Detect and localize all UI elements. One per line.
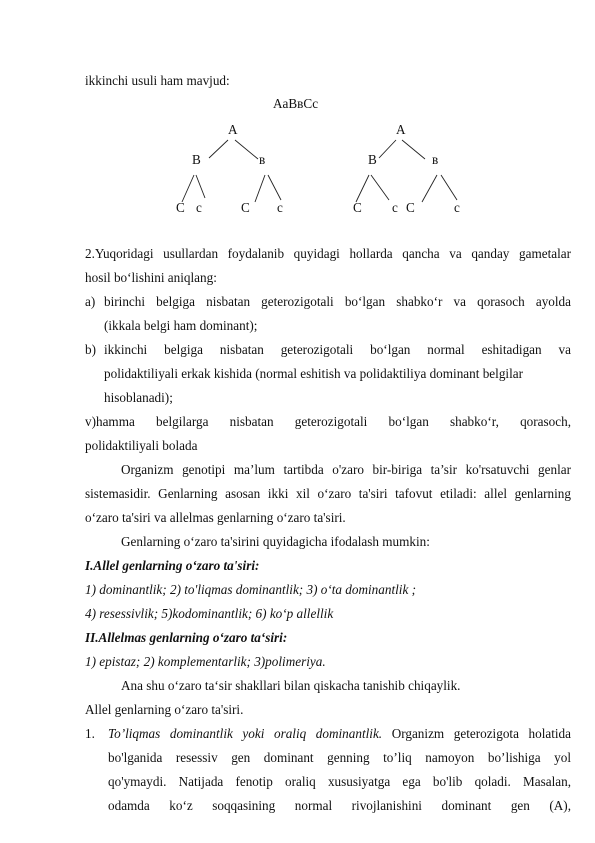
tree1-branch-a-v <box>235 140 258 159</box>
item1-title: To’liqmas dominantlik yoki oraliq dominantlik. <box>108 726 383 741</box>
task-item-a: birinchi belgiga nisbatan geterozigotali bo‘lgan shabko‘r va qorasoch ayolda <box>104 294 571 309</box>
paragraph-line: Ana shu o‘zaro ta‘sir shakllari bilan qiskacha tanishib chiqaylik. <box>121 678 461 693</box>
tree2-leaf: C <box>406 200 415 215</box>
list-marker: a) <box>85 294 96 309</box>
section-heading: I.Allel genlarning o‘zaro ta'siri: <box>85 558 260 573</box>
tree2-branch-a-b <box>379 140 396 158</box>
diagram-genotype: AaBвCc <box>273 96 319 111</box>
intro-line: ikkinchi usuli ham mavjud: <box>85 73 230 88</box>
tree1-leaf: c <box>277 200 283 215</box>
tree2-branch-v-c2 <box>441 175 457 200</box>
tree1-branch-b-c2 <box>196 175 205 198</box>
tree1-leaf: C <box>176 200 185 215</box>
tree1-mid-left: B <box>192 152 201 167</box>
tree2-mid-right: в <box>432 152 439 167</box>
section-heading: II.Allelmas genlarning o‘zaro ta‘siri: <box>85 630 288 645</box>
task-line: 2.Yuqoridagi usullardan foydalanib quyidagi hollarda qancha va qanday gametalar <box>85 246 571 261</box>
item1-line: bo'lganida resessiv gen dominant genning to’liq namoyon bo’lishiga yol <box>108 750 571 765</box>
task-line: hosil bo‘lishini aniqlang: <box>85 270 217 285</box>
item1-line: odamda ko‘z soqqasining normal rivojlanishini dominant gen (A), <box>108 798 571 813</box>
task-item-b: hisoblanadi); <box>104 390 173 405</box>
allelmas-types: 1) epistaz; 2) komplementarlik; 3)polimeriya. <box>85 654 326 669</box>
task-item-b: polidaktiliyali erkak kishida (normal eshitish va polidaktiliya dominant belgilar <box>104 366 523 381</box>
paragraph-line: Allel genlarning o‘zaro ta'siri. <box>85 702 244 717</box>
list-marker: b) <box>85 342 96 357</box>
tree2-leaf: c <box>454 200 460 215</box>
allel-types: 1) dominantlik; 2) to'liqmas dominantlik; 3) o‘ta dominantlik ; <box>85 582 417 597</box>
tree2-leaf: C <box>353 200 362 215</box>
tree1-branch-v-c1 <box>255 175 265 202</box>
allel-types: 4) resessivlik; 5)kodominantlik; 6) ko‘p allellik <box>85 606 334 621</box>
item1-line: qo'ymaydi. Natijada fenotip oraliq xususiyatga ega bo'lib qoladi. Masalan, <box>108 774 571 789</box>
tree2-root: A <box>396 122 406 137</box>
tree2-branch-v-c1 <box>422 175 437 202</box>
tree2-branch-a-v <box>402 140 425 159</box>
paragraph-line: sistemasidir. Genlarning asosan ikki xil o‘zaro ta'siri tafovut etiladi: allel genlarning <box>85 486 571 501</box>
tree2-mid-left: B <box>368 152 377 167</box>
paragraph-line: o‘zaro ta'siri va allelmas genlarning o‘zaro ta'siri. <box>85 510 346 525</box>
tree1-branch-b-c1 <box>182 175 194 202</box>
task-item-a: (ikkala belgi ham dominant); <box>104 318 258 333</box>
tree2-branch-b-c1 <box>356 175 369 202</box>
tree1-root: A <box>228 122 238 137</box>
paragraph-line: Organizm genotipi ma’lum tartibda o'zaro bir-biriga ta’sir ko'rsatuvchi genlar <box>121 462 571 477</box>
task-item-v: polidaktiliyali bolada <box>85 438 198 453</box>
list-marker: 1. <box>85 726 95 741</box>
task-item-v: v)hamma belgilarga nisbatan geterozigotali bo‘lgan shabko‘r, qorasoch, <box>85 414 571 429</box>
item1-text: Organizm geterozigota holatida <box>382 726 571 741</box>
tree1-branch-v-c2 <box>268 175 281 200</box>
tree2-branch-b-c2 <box>371 175 389 200</box>
tree1-mid-right: в <box>259 152 266 167</box>
tree-lines <box>0 0 595 230</box>
tree1-branch-a-b <box>209 140 228 158</box>
task-item-b: ikkinchi belgiga nisbatan geterozigotali bo‘lgan normal eshitadigan va <box>104 342 571 357</box>
item1-line <box>108 726 571 742</box>
paragraph-line: Genlarning o‘zaro ta'sirini quyidagicha ifodalash mumkin: <box>121 534 430 549</box>
tree1-leaf: C <box>241 200 250 215</box>
tree1-leaf: c <box>196 200 202 215</box>
tree2-leaf: c <box>392 200 398 215</box>
